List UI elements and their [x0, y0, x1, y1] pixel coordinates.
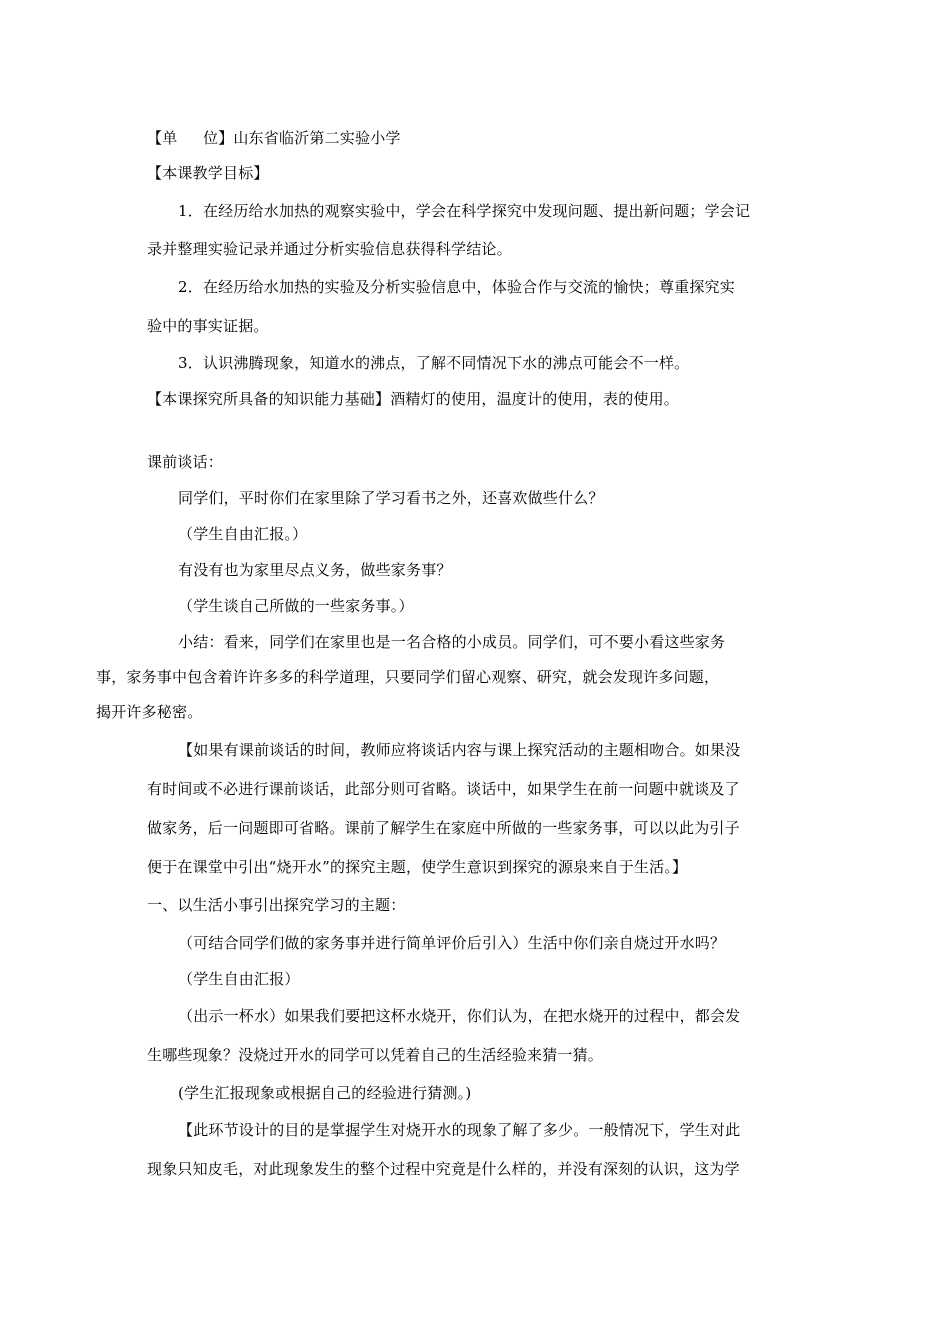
- section-1-paragraph-4: (学生汇报现象或根据自己的经验进行猜测。): [178, 1084, 472, 1102]
- goal-1-line-2: 录并整理实验记录并通过分析实验信息获得科学结论。: [147, 240, 512, 258]
- pre-talk-question-1: 同学们，平时你们在家里除了学习看书之外，还喜欢做些什么？: [178, 489, 604, 507]
- goal-3-line-1: 3．认识沸腾现象，知道水的沸点，了解不同情况下水的沸点可能会不一样。: [178, 354, 690, 372]
- pre-talk-note-line-2: 有时间或不必进行课前谈话，此部分则可省略。谈话中，如果学生在前一问题中就谈及了: [147, 780, 740, 798]
- pre-talk-answer-2: （学生谈自己所做的一些家务事。）: [178, 597, 414, 615]
- goals-heading: 【本课教学目标】: [147, 164, 269, 182]
- knowledge-basis: 【本课探究所具备的知识能力基础】酒精灯的使用，温度计的使用，表的使用。: [147, 390, 680, 408]
- pre-talk-answer-1: （学生自由汇报。）: [178, 525, 308, 543]
- section-1-note-line-1: 【此环节设计的目的是掌握学生对烧开水的现象了解了多少。一般情况下，学生对此: [178, 1121, 741, 1139]
- summary-line-3: 揭开许多秘密。: [96, 703, 203, 721]
- goal-2-line-2: 验中的事实证据。: [147, 317, 269, 335]
- pre-talk-note-line-3: 做家务，后一问题即可省略。课前了解学生在家庭中所做的一些家务事，可以以此为引子: [147, 819, 740, 837]
- pre-talk-question-2: 有没有也为家里尽点义务，做些家务事？: [178, 561, 452, 579]
- section-1-paragraph-1: （可结合同学们做的家务事并进行简单评价后引入）生活中你们亲自烧过开水吗？: [178, 934, 726, 952]
- pre-talk-note-line-4: 便于在课堂中引出“烧开水”的探究主题，使学生意识到探究的源泉来自于生活。】: [147, 858, 688, 876]
- section-1-paragraph-2: （学生自由汇报）: [178, 970, 300, 988]
- summary-line-2: 事，家务事中包含着许许多多的科学道理，只要同学们留心观察、研究，就会发现许多问题，: [96, 668, 720, 686]
- section-1-paragraph-3-line-2: 生哪些现象？没烧过开水的同学可以凭着自己的生活经验来猜一猜。: [147, 1046, 604, 1064]
- goal-2-line-1: 2．在经历给水加热的实验及分析实验信息中，体验合作与交流的愉快；尊重探究实: [178, 278, 735, 296]
- unit-label-b: 位】山东省临沂第二实验小学: [203, 129, 401, 147]
- section-1-paragraph-3-line-1: （出示一杯水）如果我们要把这杯水烧开，你们认为，在把水烧开的过程中，都会发: [178, 1007, 741, 1025]
- section-1-heading: 一、以生活小事引出探究学习的主题：: [147, 896, 406, 914]
- pre-talk-note-line-1: 【如果有课前谈话的时间，教师应将谈话内容与课上探究活动的主题相吻合。如果没: [178, 741, 741, 759]
- goal-1-line-1: 1．在经历给水加热的观察实验中，学会在科学探究中发现问题、提出新问题；学会记: [178, 202, 751, 220]
- pre-talk-heading: 课前谈话：: [147, 453, 224, 471]
- unit-line: [147, 128, 401, 148]
- summary-line-1: 小结：看来，同学们在家里也是一名合格的小成员。同学们，可不要小看这些家务: [178, 633, 726, 651]
- unit-label-a: 【单: [147, 129, 178, 147]
- section-1-note-line-2: 现象只知皮毛，对此现象发生的整个过程中究竟是什么样的，并没有深刻的认识，这为学: [147, 1160, 740, 1178]
